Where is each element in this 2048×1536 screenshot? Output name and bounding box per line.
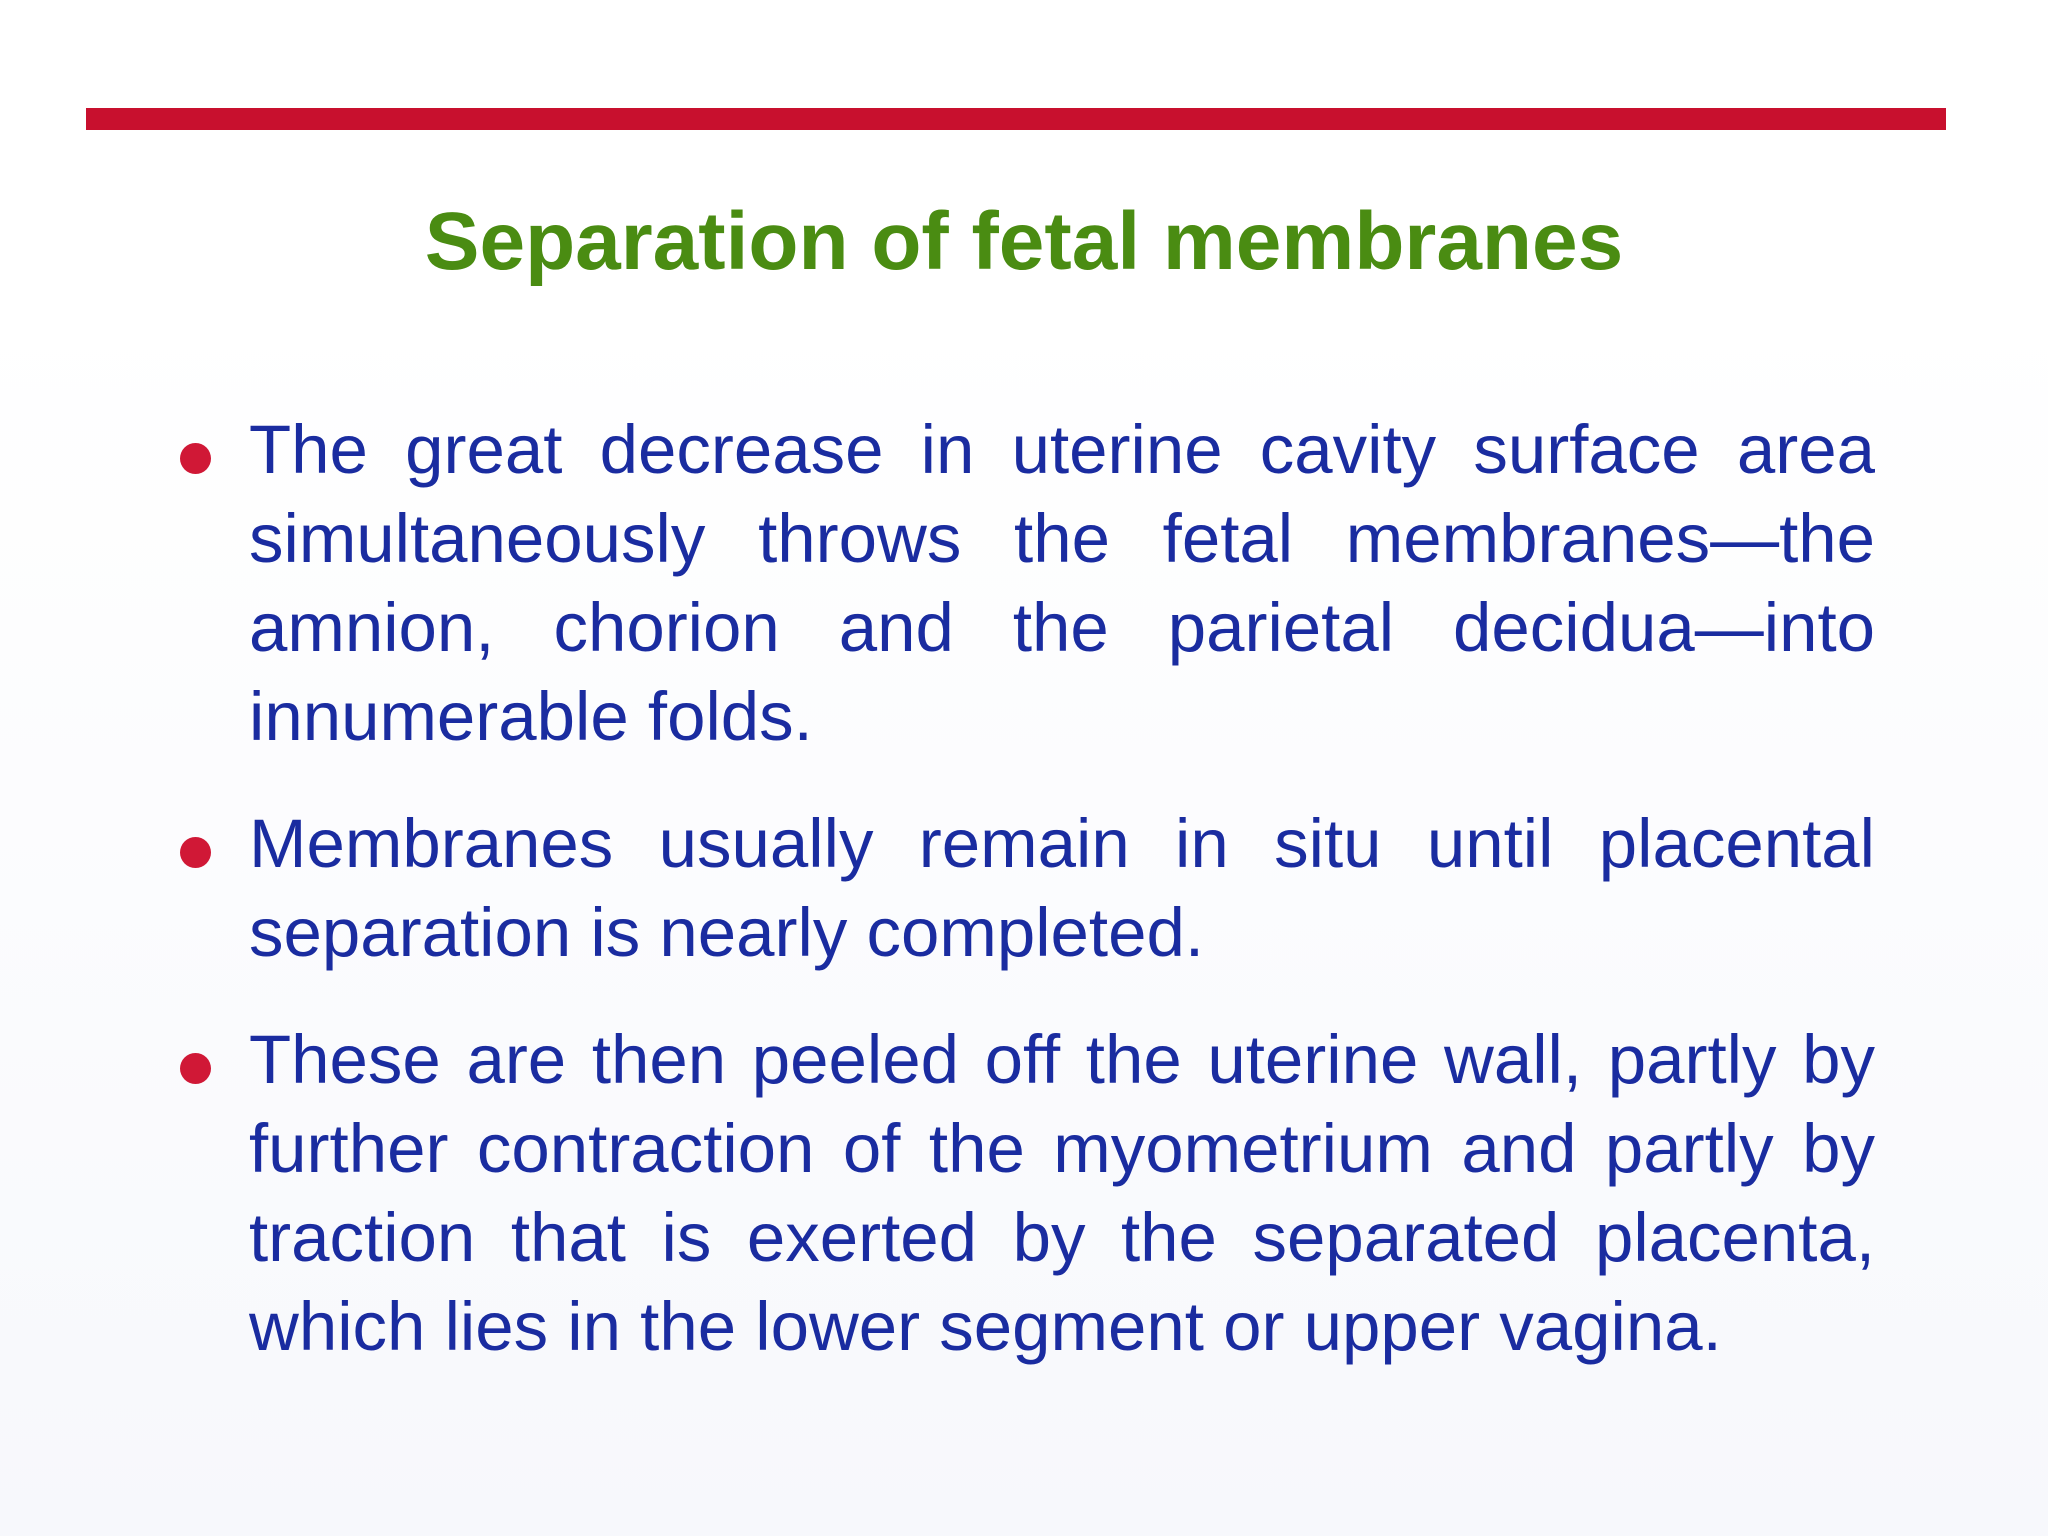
bullet-list [170,405,1875,1409]
bullet-item [170,405,1875,761]
bullet-item [170,1015,1875,1371]
bullet-item [170,799,1875,977]
bullet-text: These are then peeled off the uterine wall, partly by further contraction of the myometrium and partly by traction that is exerted by the separated placenta, which lies in the lower segment or upper vagina. [249,1021,1875,1365]
bullet-dot-icon [180,1053,211,1084]
bullet-dot-icon [180,837,211,868]
bullet-dot-icon [180,443,211,474]
bullet-text: The great decrease in uterine cavity surface area simultaneously throws the fetal membranes—the amnion, chorion and the parietal decidua—into innumerable folds. [249,411,1875,755]
slide-title: Separation of fetal membranes [424,196,1624,287]
top-accent-rule [86,108,1946,130]
bullet-text: Membranes usually remain in situ until placental separation is nearly completed. [249,805,1875,971]
